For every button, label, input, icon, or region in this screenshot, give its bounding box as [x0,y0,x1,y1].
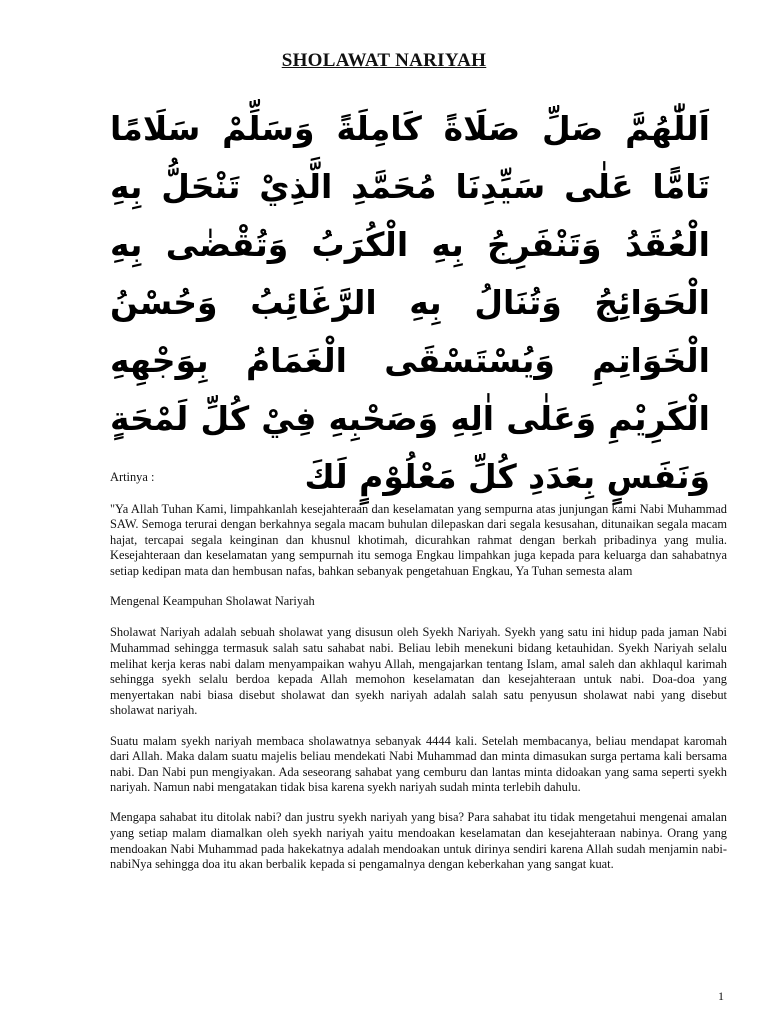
arabic-calligraphy: اَللّٰهُمَّ صَلِّ صَلَاةً كَامِلَةً وَسَلِّمْ سَلَامًا تَامًّا عَلٰى سَيِّدِنَا مُحَمَّدِ الَّذِيْ تَنْحَلُّ بِهِ الْعُقَدُ وَتَنْفَرِجُ بِهِ الْكُرَبُ وَتُقْضٰى بِهِ الْحَوَائِجُ وَتُنَالُ بِهِ الرَّغَائِبُ وَحُسْنُ الْخَوَاتِمِ وَيُسْتَسْقَى الْغَمَامُ بِوَجْهِهِ الْكَرِيْمِ وَعَلٰى اٰلِهِ وَصَحْبِهِ فِيْ كُلِّ لَمْحَةٍ وَنَفَسٍ بِعَدَدِ كُلِّ مَعْلُوْمٍ لَكَ [110,109,710,496]
section-heading: Mengenal Keampuhan Sholawat Nariyah [110,594,315,609]
body-paragraph: Mengapa sahabat itu ditolak nabi? dan justru syekh nariyah yang bisa? Para sahabat itu tidak mengetahui mengenai amalan yang setiap malam diamalkan oleh syekh nariyah yaitu mendoakan keselamatan dan kesejahteraan nabinya. Orang yang mendoakan Nabi Muhammad pada hakekatnya adalah mendoakan untuk dirinya sendiri karena Allah sudah menjamin nabi-nabiNya sehingga doa itu akan berbalik kepada si pengamalnya dengan keberkahan yang sangat kuat. [110,810,727,872]
translation-paragraph: "Ya Allah Tuhan Kami, limpahkanlah kesejahteraan dan keselamatan yang sempurna atas junjungan kami Nabi Muhammad SAW. Semoga terurai dengan berkahnya segala macam buhulan dilepaskan dari segala kesusahan, ditunaikan segala macam hajat, tercapai segala keinginan dan khusnul khotimah, dicurahkan rahmat dengan berkah pribadinya yang mulia. Kesejahteraan dan keselamatan yang sempurnah itu semoga Engkau limpahkan juga kepada para keluarga dan sahabatnya setiap kedipan mata dan hembusan nafas, bahkan sebanyak pengetahuan Engkau, Ya Tuhan semesta alam [110,501,727,578]
document-body [110,470,727,887]
page-number: 1 [718,989,724,1003]
translation-label: Artinya : [110,470,155,484]
body-paragraph: Sholawat Nariyah adalah sebuah sholawat yang disusun oleh Syekh Nariyah. Syekh yang satu ini hidup pada jaman Nabi Muhammad sehingga termasuk salah satu sahabat nabi. Beliau lebih menekuni bidang ketauhidan. Syekh Nariyah selalu melihat kerja keras nabi dalam menyampaikan wahyu Allah, mengajarkan tentang Islam, amal saleh dan akhlaqul karimah sehingga syekh selalu berdoa kepada Allah memohon keselamatan dan kesejahteraan untuk nabi. Doa-doa yang menyertakan nabi biasa disebut sholawat dan syekh nariyah adalah salah satu penyusun sholawat nabi yang disebut sholawat nariyah. [110,625,727,718]
body-paragraph: Suatu malam syekh nariyah membaca sholawatnya sebanyak 4444 kali. Setelah membacanya, beliau mendapat karomah dari Allah. Maka dalam suatu majelis beliau mendekati Nabi Muhammad dan minta dimasukan surga pertama kali bersama nabi. Dan Nabi pun mengiyakan. Ada seseorang sahabat yang cemburu dan lantas minta didoakan yang sama seperti syekh nariyah. Namun nabi mengatakan tidak bisa karena syekh nariyah sudah minta terlebih dahulu. [110,733,727,795]
page-title: SHOLAWAT NARIYAH [281,50,487,71]
